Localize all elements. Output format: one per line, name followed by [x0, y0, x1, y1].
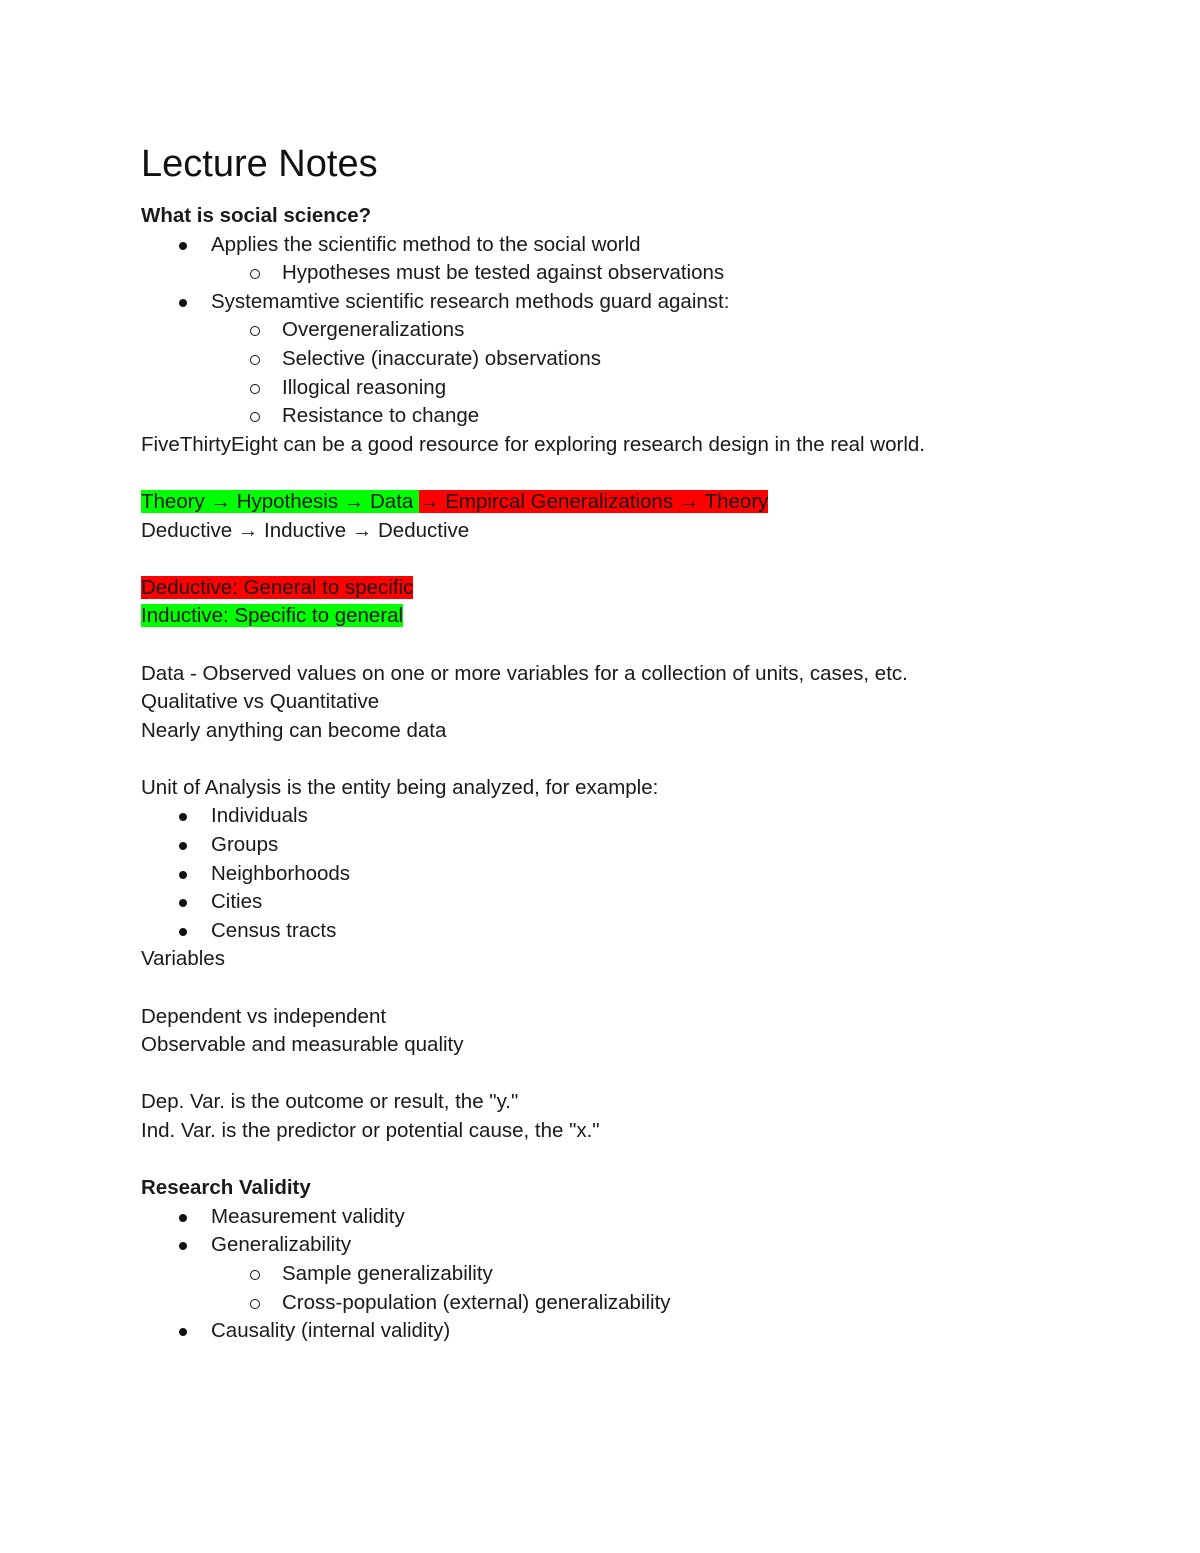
- sub-list-item: Resistance to change: [141, 402, 1101, 431]
- logic-cycle: Deductive → Inductive → Deductive: [141, 518, 470, 542]
- sub-list-item: Overgeneralizations: [141, 316, 1101, 345]
- list-item: Causality (internal validity): [141, 1317, 1101, 1346]
- list-item: Measurement validity: [141, 1203, 1101, 1232]
- bullet-icon: [179, 1242, 187, 1250]
- dep-var-definition: Dep. Var. is the outcome or result, the "y.": [141, 1090, 519, 1114]
- spacer: [141, 745, 1101, 774]
- bullet-icon: [179, 813, 187, 821]
- hollow-bullet-icon: [250, 412, 260, 422]
- unit-list: [141, 802, 1101, 945]
- cycle-green-highlight: Theory → Hypothesis → Data: [141, 489, 419, 513]
- bullet-icon: [179, 1214, 187, 1222]
- hollow-bullet-icon: [250, 355, 260, 365]
- variables-label: Variables: [141, 947, 225, 971]
- hollow-bullet-icon: [250, 269, 260, 279]
- sub-list-item: Cross-population (external) generalizability: [141, 1289, 1101, 1318]
- fivethirtyeight-note: FiveThirtyEight can be a good resource for exploring research design in the real world.: [141, 432, 925, 456]
- sub-list-item: Hypotheses must be tested against observations: [141, 259, 1101, 288]
- sub-list-item: Sample generalizability: [141, 1260, 1101, 1289]
- section-heading-social-science: What is social science?: [141, 204, 372, 227]
- sub-list-item: Selective (inaccurate) observations: [141, 345, 1101, 374]
- bullet-icon: [179, 871, 187, 879]
- section-heading-research-validity: Research Validity: [141, 1176, 311, 1200]
- bullet-icon: [179, 842, 187, 850]
- list-item: Applies the scientific method to the social world: [141, 231, 1101, 260]
- cycle-red-highlight: → Empircal Generalizations → Theory: [419, 489, 769, 513]
- observable-quality: Observable and measurable quality: [141, 1033, 464, 1057]
- ind-var-definition: Ind. Var. is the predictor or potential cause, the "x.": [141, 1119, 600, 1142]
- bullet-icon: [179, 899, 187, 907]
- data-definition: Data - Observed values on one or more variables for a collection of units, cases, etc.: [141, 661, 908, 685]
- dep-vs-ind: Dependent vs independent: [141, 1004, 387, 1028]
- spacer: [141, 1060, 1101, 1089]
- spacer: [141, 459, 1101, 488]
- page-title: Lecture Notes: [141, 143, 378, 185]
- social-science-list: [141, 231, 1101, 431]
- deductive-definition: Deductive: General to specific: [141, 575, 414, 599]
- bullet-icon: [179, 299, 187, 307]
- list-item: Groups: [141, 831, 1101, 860]
- anything-data: Nearly anything can become data: [141, 718, 447, 742]
- qual-vs-quant: Qualitative vs Quantitative: [141, 690, 380, 714]
- list-item: Systemamtive scientific research methods guard against:: [141, 288, 1101, 317]
- hollow-bullet-icon: [250, 1299, 260, 1309]
- inductive-definition: Inductive: Specific to general: [141, 604, 404, 628]
- hollow-bullet-icon: [250, 384, 260, 394]
- bullet-icon: [179, 242, 187, 250]
- document-page: [141, 142, 1101, 1346]
- hollow-bullet-icon: [250, 1270, 260, 1280]
- bullet-icon: [179, 1328, 187, 1336]
- research-cycle: [141, 488, 1101, 517]
- bullet-icon: [179, 928, 187, 936]
- spacer: [141, 545, 1101, 574]
- validity-list: [141, 1203, 1101, 1346]
- spacer: [141, 631, 1101, 660]
- hollow-bullet-icon: [250, 326, 260, 336]
- list-item: Neighborhoods: [141, 860, 1101, 889]
- list-item: Cities: [141, 888, 1101, 917]
- spacer: [141, 1146, 1101, 1175]
- list-item: Census tracts: [141, 917, 1101, 946]
- sub-list-item: Illogical reasoning: [141, 374, 1101, 403]
- spacer: [141, 974, 1101, 1003]
- list-item: Generalizability: [141, 1231, 1101, 1260]
- unit-of-analysis-intro: Unit of Analysis is the entity being analyzed, for example:: [141, 775, 659, 799]
- list-item: Individuals: [141, 802, 1101, 831]
